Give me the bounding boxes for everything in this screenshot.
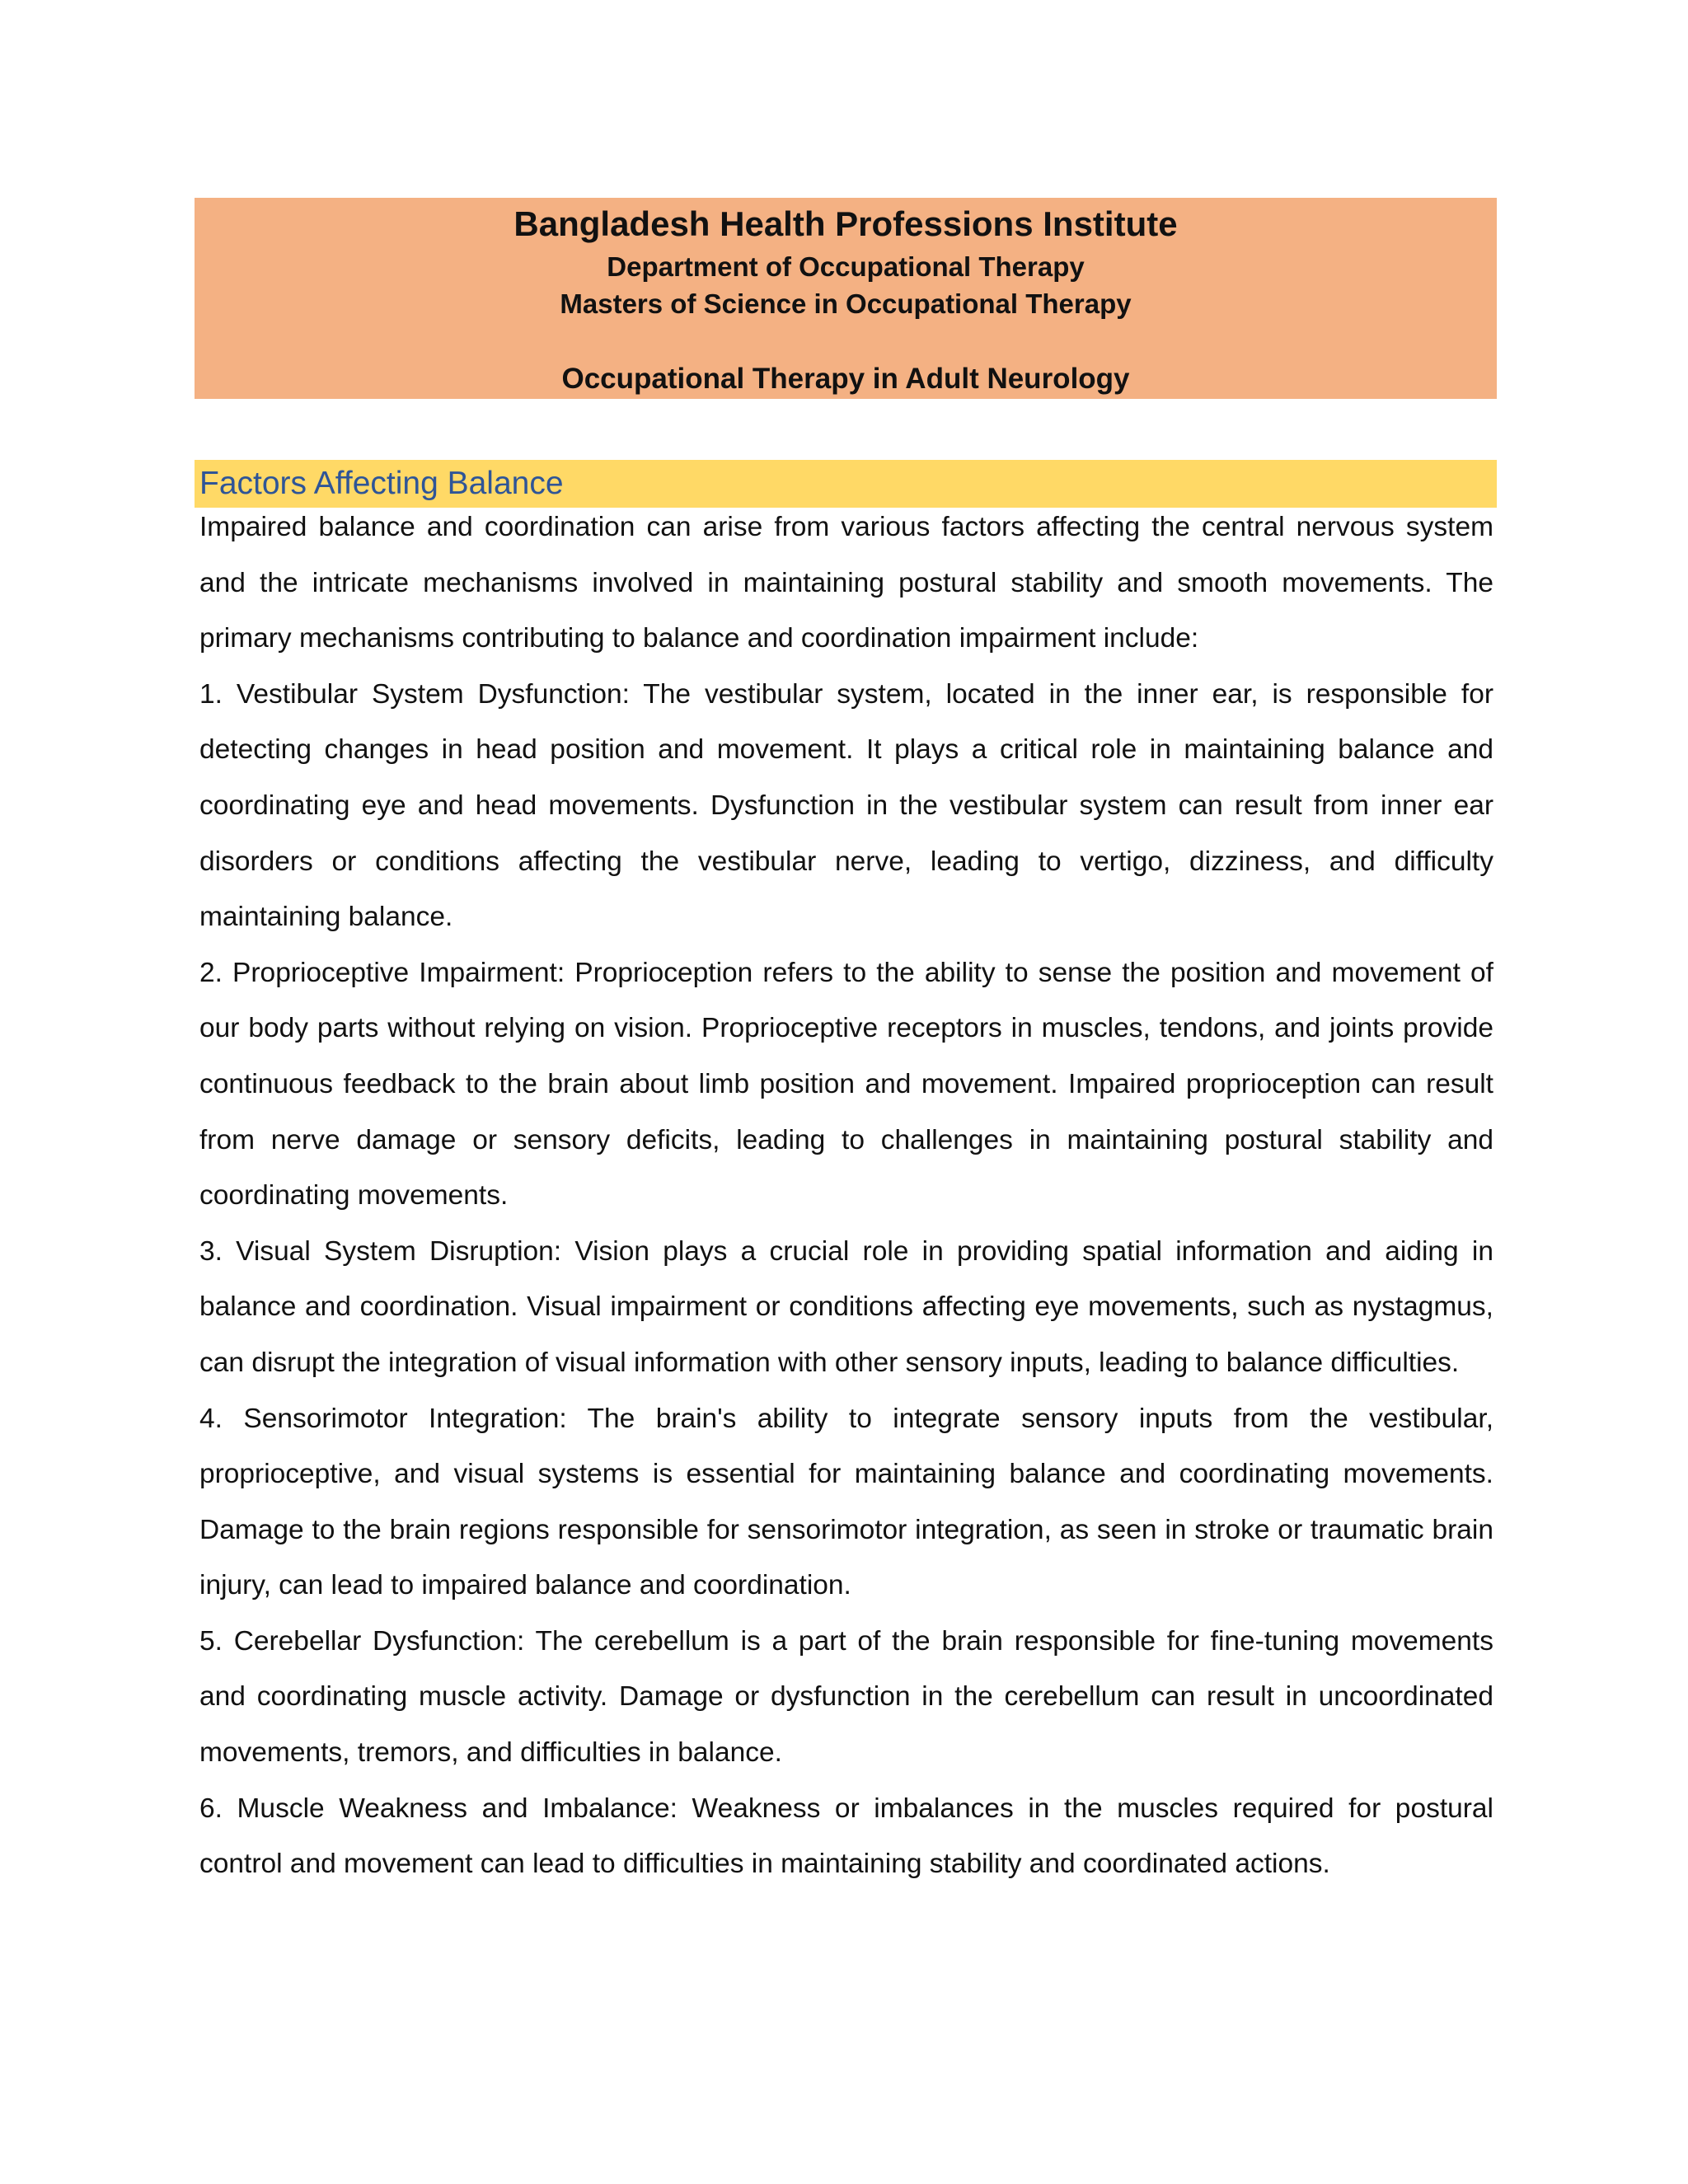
factor-sensorimotor: 4. Sensorimotor Integration: The brain's ability to integrate sensory inputs from the vestibular, proprioceptive, and visual systems is essential for maintaining balance and coordinating movements. Damage to the brain regions responsible for sensorimotor integration, as seen in stroke or traumatic brain injury, can lead to impaired balance and coordination.: [199, 1403, 1493, 1601]
factor-visual: 3. Visual System Disruption: Vision plays a crucial role in providing spatial information and aiding in balance and coordination. Visual impairment or conditions affecting eye movements, such as nystagmus, can disrupt the integration of visual information with other sensory inputs, leading to balance difficulties.: [199, 1235, 1493, 1378]
factor-cerebellar: 5. Cerebellar Dysfunction: The cerebellum is a part of the brain responsible for fine-tuning movements and coordinating muscle activity. Damage or dysfunction in the cerebellum can result in uncoordinated movements, tremors, and difficulties in balance.: [199, 1625, 1493, 1769]
course-title: Occupational Therapy in Adult Neurology: [561, 363, 1130, 395]
program-name: Masters of Science in Occupational Therapy: [560, 288, 1132, 319]
body-text: [199, 499, 1493, 1892]
intro-paragraph: Impaired balance and coordination can arise from various factors affecting the central nervous system and the intricate mechanisms involved in maintaining postural stability and smooth movements. The primary mechanisms contributing to balance and coordination impairment include:: [199, 512, 1493, 654]
institute-name: Bangladesh Health Professions Institute: [513, 204, 1178, 243]
section-title: Factors Affecting Balance: [199, 466, 564, 501]
department-name: Department of Occupational Therapy: [607, 251, 1085, 282]
factor-vestibular: 1. Vestibular System Dysfunction: The vestibular system, located in the inner ear, is responsible for detecting changes in head position and movement. It plays a critical role in maintaining balance and coordinating eye and head movements. Dysfunction in the vestibular system can result from inner ear disorders or conditions affecting the vestibular nerve, leading to vertigo, dizziness, and difficulty maintaining balance.: [199, 678, 1493, 933]
header-banner: [195, 198, 1497, 399]
factor-muscle: 6. Muscle Weakness and Imbalance: Weakness or imbalances in the muscles required for postural control and movement can lead to difficulties in maintaining stability and coordinated actions.: [199, 1793, 1493, 1880]
factor-proprioceptive: 2. Proprioceptive Impairment: Proprioception refers to the ability to sense the position and movement of our body parts without relying on vision. Proprioceptive receptors in muscles, tendons, and joints provide continuous feedback to the brain about limb position and movement. Impaired proprioception can result from nerve damage or sensory deficits, leading to challenges in maintaining postural stability and coordinating movements.: [199, 957, 1493, 1212]
